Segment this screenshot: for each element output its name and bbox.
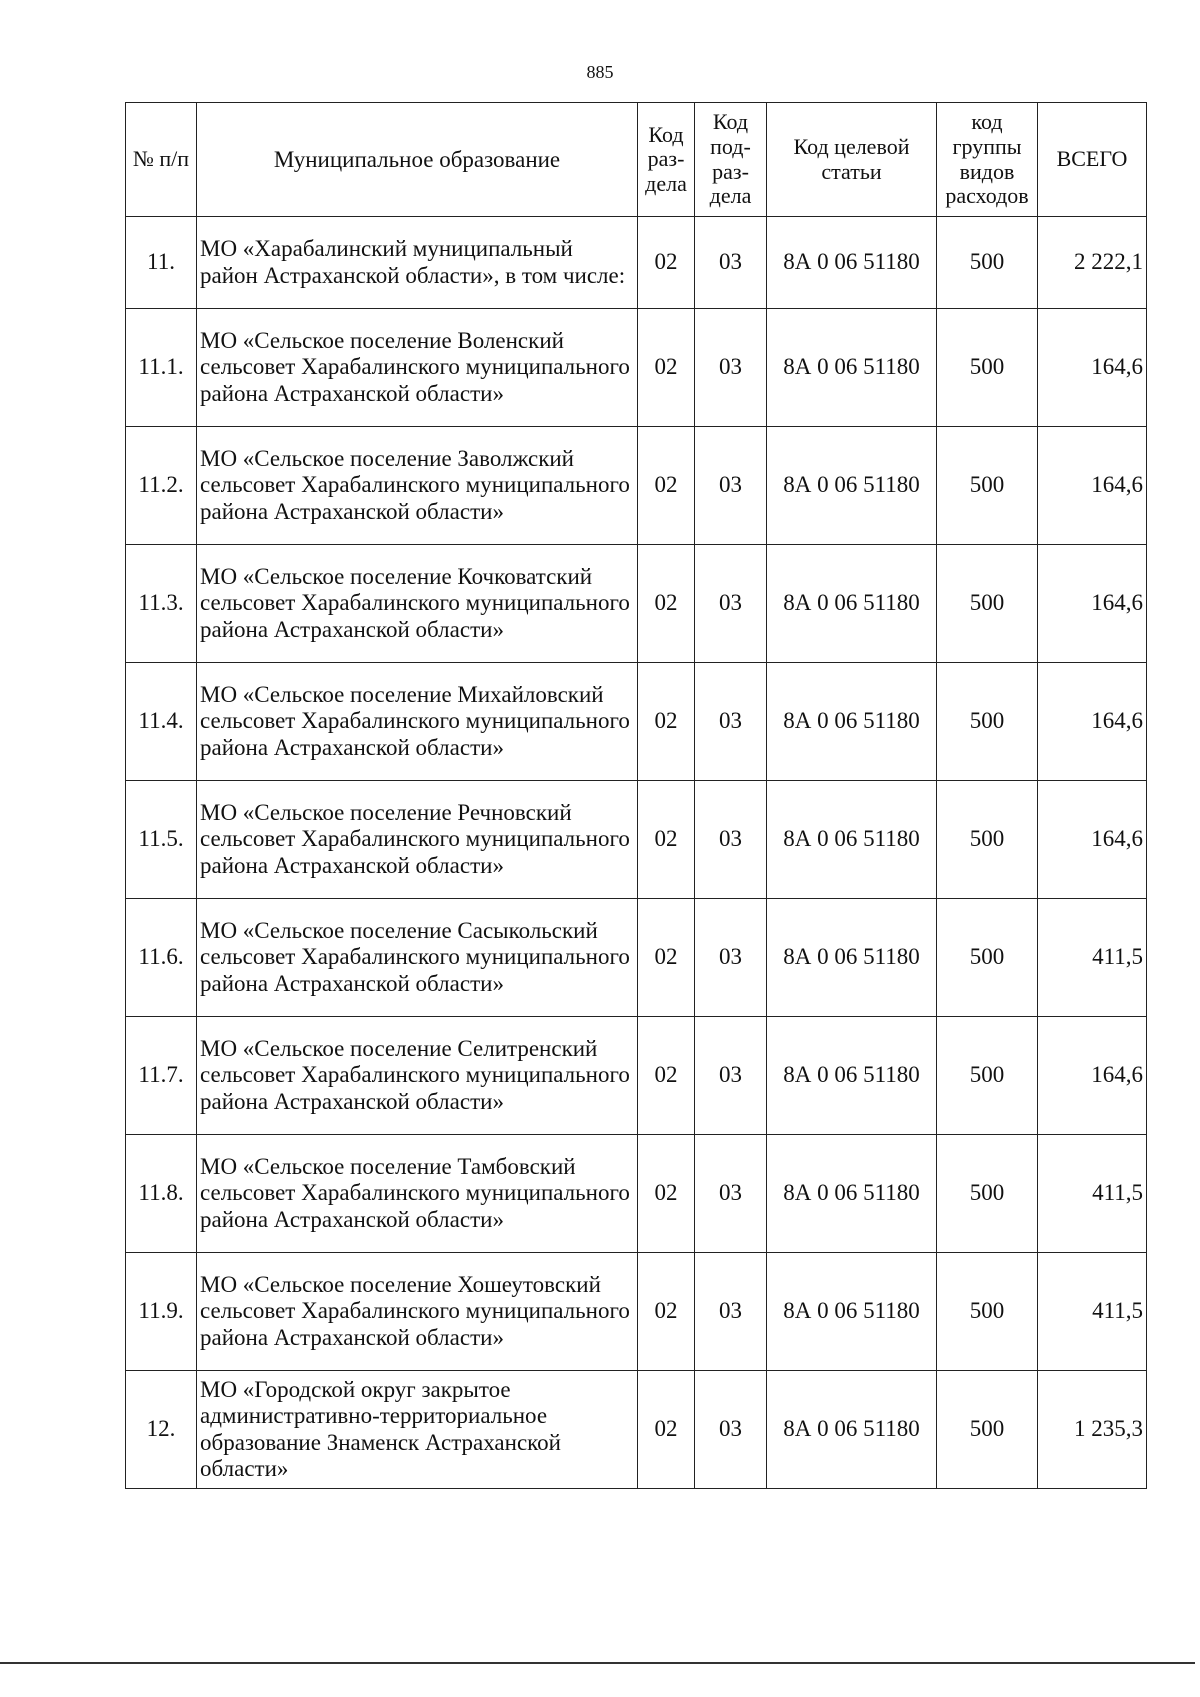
row-name: МО «Харабалинский муниципальный район Астраханской области», в том числе: — [197, 217, 638, 309]
row-name: МО «Сельское поселение Заволжский сельсовет Харабалинского муниципального района Астраханской области» — [197, 427, 638, 545]
row-subsection: 03 — [695, 1135, 767, 1253]
header-section: Код раз-дела — [638, 103, 695, 217]
row-group: 500 — [937, 217, 1038, 309]
row-total: 164,6 — [1038, 663, 1147, 781]
row-section: 02 — [638, 217, 695, 309]
table-row — [126, 663, 1147, 781]
row-subsection: 03 — [695, 309, 767, 427]
table-row — [126, 427, 1147, 545]
row-total: 2 222,1 — [1038, 217, 1147, 309]
row-section: 02 — [638, 663, 695, 781]
row-num: 11.5. — [126, 781, 197, 899]
row-target: 8А 0 06 51180 — [767, 309, 937, 427]
row-num: 11. — [126, 217, 197, 309]
row-group: 500 — [937, 427, 1038, 545]
row-num: 11.2. — [126, 427, 197, 545]
budget-table — [125, 102, 1147, 1489]
row-subsection: 03 — [695, 663, 767, 781]
row-section: 02 — [638, 309, 695, 427]
row-section: 02 — [638, 1017, 695, 1135]
row-group: 500 — [937, 1017, 1038, 1135]
row-subsection: 03 — [695, 545, 767, 663]
table-row — [126, 781, 1147, 899]
table-body — [126, 217, 1147, 1489]
row-group: 500 — [937, 545, 1038, 663]
row-total: 164,6 — [1038, 545, 1147, 663]
row-target: 8А 0 06 51180 — [767, 217, 937, 309]
row-name: МО «Сельское поселение Тамбовский сельсовет Харабалинского муниципального района Астраханской области» — [197, 1135, 638, 1253]
row-section: 02 — [638, 781, 695, 899]
table-row — [126, 899, 1147, 1017]
table-row — [126, 1017, 1147, 1135]
row-name: МО «Сельское поселение Речновский сельсовет Харабалинского муниципального района Астраханской области» — [197, 781, 638, 899]
row-target: 8А 0 06 51180 — [767, 427, 937, 545]
row-subsection: 03 — [695, 1371, 767, 1489]
row-target: 8А 0 06 51180 — [767, 545, 937, 663]
row-num: 11.3. — [126, 545, 197, 663]
row-subsection: 03 — [695, 899, 767, 1017]
page-bottom-rule — [0, 1662, 1195, 1664]
row-name: МО «Сельское поселение Сасыкольский сельсовет Харабалинского муниципального района Астраханской области» — [197, 899, 638, 1017]
row-group: 500 — [937, 899, 1038, 1017]
row-group: 500 — [937, 781, 1038, 899]
row-group: 500 — [937, 1135, 1038, 1253]
row-name: МО «Городской округ закрытое административно-территориальное образование Знаменск Астраханской области» — [197, 1371, 638, 1489]
table-row — [126, 1135, 1147, 1253]
row-section: 02 — [638, 1371, 695, 1489]
row-target: 8А 0 06 51180 — [767, 781, 937, 899]
header-subsection: Код под-раз-дела — [695, 103, 767, 217]
row-num: 11.4. — [126, 663, 197, 781]
row-section: 02 — [638, 899, 695, 1017]
row-name: МО «Сельское поселение Воленский сельсовет Харабалинского муниципального района Астраханской области» — [197, 309, 638, 427]
row-section: 02 — [638, 1135, 695, 1253]
header-total: ВСЕГО — [1038, 103, 1147, 217]
table-row — [126, 1253, 1147, 1371]
row-num: 11.9. — [126, 1253, 197, 1371]
row-group: 500 — [937, 309, 1038, 427]
header-row — [126, 103, 1147, 217]
row-total: 164,6 — [1038, 781, 1147, 899]
row-subsection: 03 — [695, 1253, 767, 1371]
table-row — [126, 1371, 1147, 1489]
row-total: 411,5 — [1038, 1253, 1147, 1371]
header-group: код группы видов расходов — [937, 103, 1038, 217]
table-row — [126, 545, 1147, 663]
row-num: 11.6. — [126, 899, 197, 1017]
row-group: 500 — [937, 1371, 1038, 1489]
row-group: 500 — [937, 1253, 1038, 1371]
row-name: МО «Сельское поселение Хошеутовский сельсовет Харабалинского муниципального района Астраханской области» — [197, 1253, 638, 1371]
row-total: 164,6 — [1038, 1017, 1147, 1135]
row-target: 8А 0 06 51180 — [767, 1371, 937, 1489]
row-num: 12. — [126, 1371, 197, 1489]
row-group: 500 — [937, 663, 1038, 781]
row-subsection: 03 — [695, 781, 767, 899]
row-total: 411,5 — [1038, 1135, 1147, 1253]
table-row — [126, 309, 1147, 427]
header-name: Муниципальное образование — [197, 103, 638, 217]
row-name: МО «Сельское поселение Кочковатский сельсовет Харабалинского муниципального района Астраханской области» — [197, 545, 638, 663]
row-name: МО «Сельское поселение Селитренский сельсовет Харабалинского муниципального района Астраханской области» — [197, 1017, 638, 1135]
row-target: 8А 0 06 51180 — [767, 1017, 937, 1135]
row-total: 164,6 — [1038, 427, 1147, 545]
row-subsection: 03 — [695, 217, 767, 309]
row-num: 11.1. — [126, 309, 197, 427]
row-num: 11.7. — [126, 1017, 197, 1135]
row-target: 8А 0 06 51180 — [767, 663, 937, 781]
row-subsection: 03 — [695, 1017, 767, 1135]
row-total: 164,6 — [1038, 309, 1147, 427]
row-section: 02 — [638, 1253, 695, 1371]
page-number: 885 — [586, 62, 614, 82]
header-num: № п/п — [126, 103, 197, 217]
row-section: 02 — [638, 545, 695, 663]
row-total: 1 235,3 — [1038, 1371, 1147, 1489]
row-subsection: 03 — [695, 427, 767, 545]
table-row — [126, 217, 1147, 309]
row-name: МО «Сельское поселение Михайловский сельсовет Харабалинского муниципального района Астраханской области» — [197, 663, 638, 781]
header-target: Код целевой статьи — [767, 103, 937, 217]
row-section: 02 — [638, 427, 695, 545]
table-header — [126, 103, 1147, 217]
row-target: 8А 0 06 51180 — [767, 899, 937, 1017]
row-num: 11.8. — [126, 1135, 197, 1253]
row-total: 411,5 — [1038, 899, 1147, 1017]
row-target: 8А 0 06 51180 — [767, 1135, 937, 1253]
row-target: 8А 0 06 51180 — [767, 1253, 937, 1371]
